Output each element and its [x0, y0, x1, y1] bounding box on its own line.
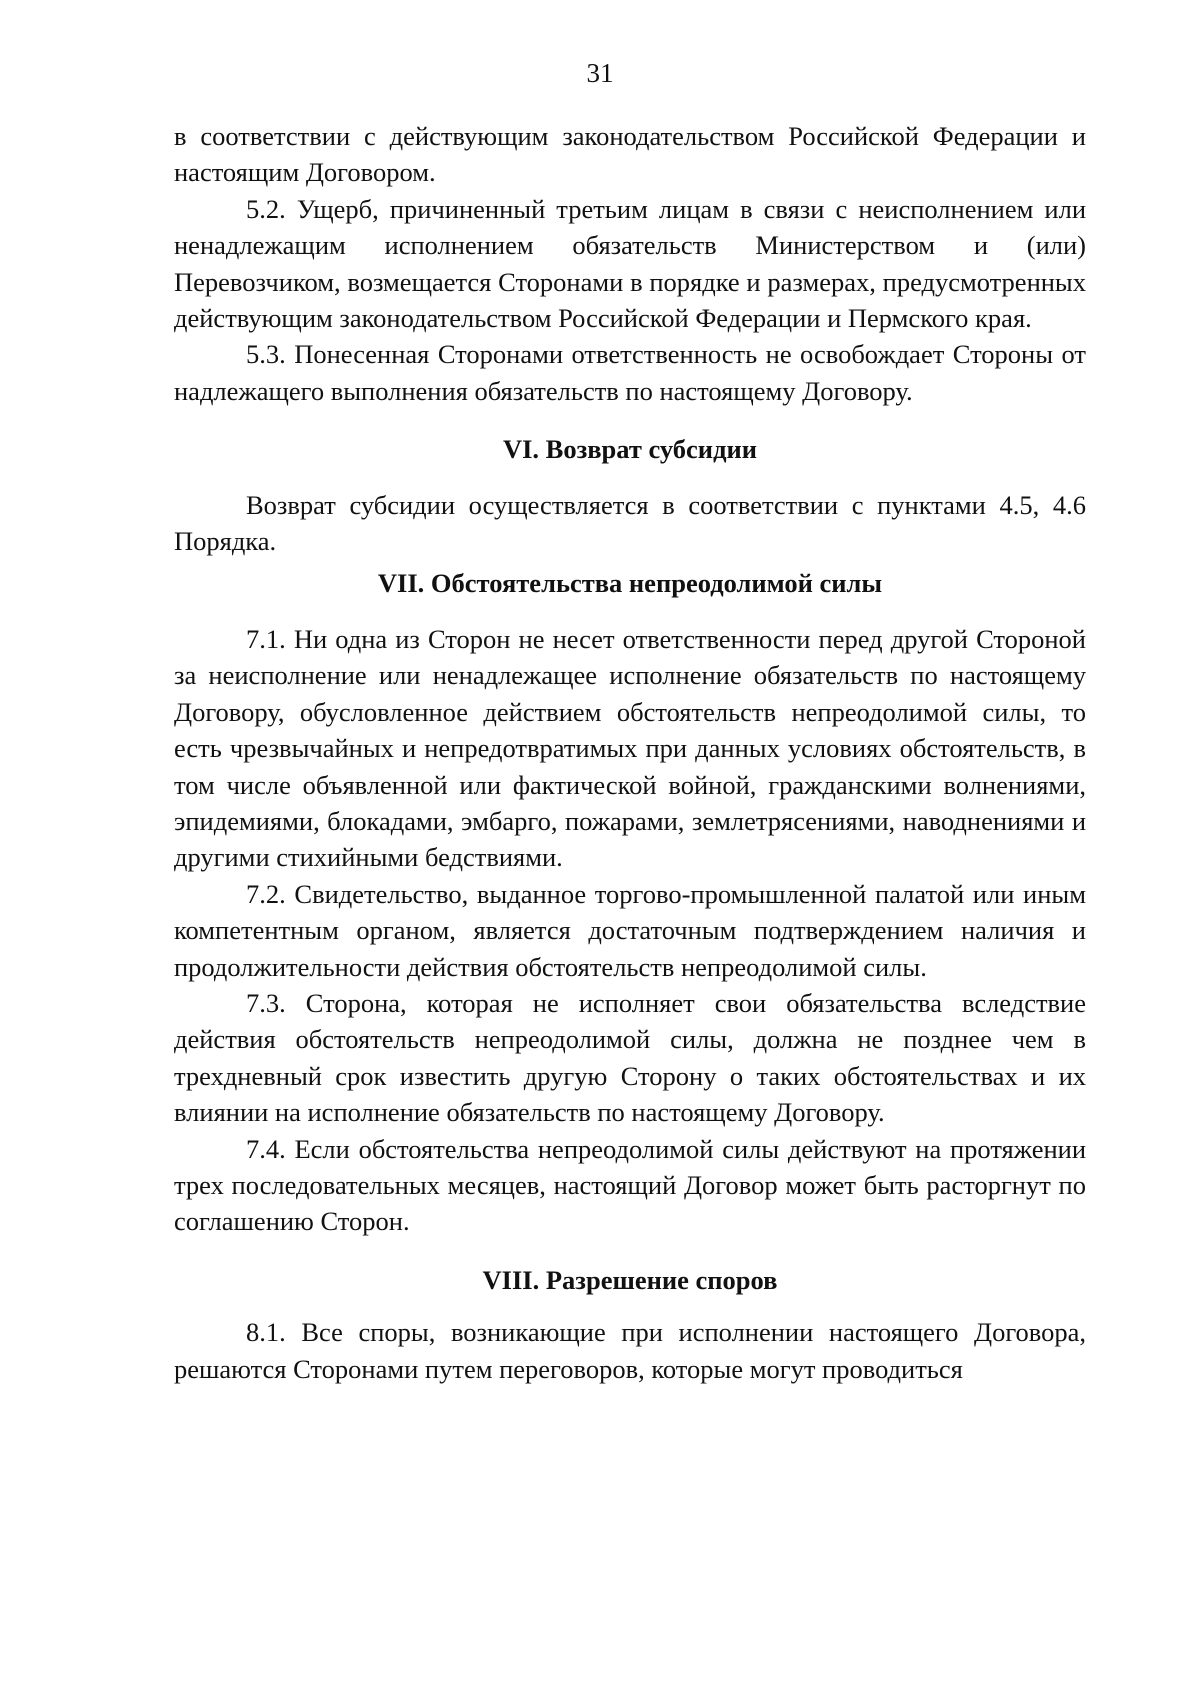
paragraph-7-3: 7.3. Сторона, которая не исполняет свои обязательства вследствие действия обстоятельств непреодолимой силы, должна не позднее чем в трехдневный срок известить другую Сторону о таких обстоятельствах и их влиянии на исполнение обязательств по настоящему Договору. — [174, 987, 1086, 1128]
paragraph-8-1: 8.1. Все споры, возникающие при исполнении настоящего Договора, решаются Сторонами путем переговоров, которые могут проводиться — [174, 1317, 1086, 1384]
section-heading-vi: VI. Возврат субсидии — [502, 434, 758, 465]
paragraph-continuation: в соответствии с действующим законодательством Российской Федерации и настоящим Договором. — [174, 121, 1086, 188]
paragraph-7-4: 7.4. Если обстоятельства непреодолимой силы действуют на протяжении трех последовательных месяцев, настоящий Договор может быть расторгнут по соглашению Сторон. — [174, 1133, 1086, 1237]
section-heading-vii: VII. Обстоятельства непреодолимой силы — [377, 568, 883, 599]
section-heading-viii: VIII. Разрешение споров — [482, 1264, 778, 1295]
paragraph-5-2: 5.2. Ущерб, причиненный третьим лицам в связи с неисполнением или ненадлежащим исполнением обязательств Министерством и (или) Перевозчиком, возмещается Сторонами в порядке и размерах, предусмотренных действующим законодательством Российской Федерации и Пермского края. — [174, 193, 1086, 334]
paragraph-5-3: 5.3. Понесенная Сторонами ответственность не освобождает Стороны от надлежащего выполнения обязательств по настоящему Договору. — [174, 339, 1086, 406]
paragraph-vi-body: Возврат субсидии осуществляется в соответствии с пунктами 4.5, 4.6 Порядка. — [174, 489, 1086, 557]
document-body — [174, 118, 1086, 1387]
paragraph-7-1: 7.1. Ни одна из Сторон не несет ответственности перед другой Стороной за неисполнение или ненадлежащее исполнение обязательств по настоящему Договору, обусловленное действием обстоятельств непреодолимой силы, то есть чрезвычайных и непредотвратимых при данных условиях обстоятельств, в том числе объявленной или фактической войной, гражданскими волнениями, эпидемиями, блокадами, эмбарго, пожарами, землетрясениями, наводнениями и другими стихийными бедствиями. — [174, 623, 1086, 873]
paragraph-7-2: 7.2. Свидетельство, выданное торгово-промышленной палатой или иным компетентным органом, является достаточным подтверждением наличия и продолжительности действия обстоятельств непреодолимой силы. — [174, 878, 1086, 982]
page-number: 31 — [586, 58, 614, 88]
